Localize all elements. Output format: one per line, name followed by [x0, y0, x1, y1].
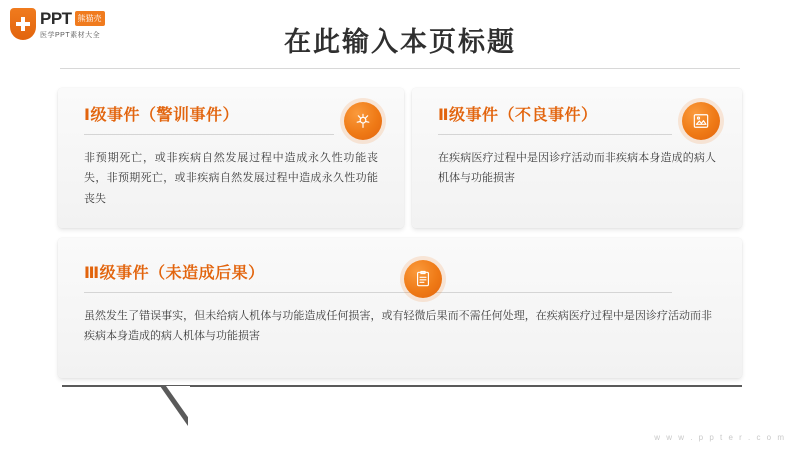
logo-subtitle: 医学PPT素材大全 [40, 31, 101, 39]
clipboard-icon [404, 260, 442, 298]
level-3-header [84, 260, 672, 293]
level-2-title: Ⅱ级事件（不良事件） [438, 107, 598, 124]
logo-brand: PPT [40, 8, 72, 28]
title-divider [60, 68, 740, 69]
page-title: 在此输入本页标题 [284, 27, 516, 57]
level-3-card[interactable] [58, 238, 742, 378]
level-2-card[interactable] [412, 88, 742, 228]
level-3-underline [84, 292, 672, 293]
nerve-cell-icon [344, 102, 382, 140]
watermark: w w w . p p t e r . c o m [654, 433, 786, 442]
picture-frame-icon [682, 102, 720, 140]
level-1-title: Ⅰ级事件（警训事件） [84, 107, 239, 124]
level-1-card[interactable] [58, 88, 404, 228]
level-2-header [438, 102, 672, 135]
level-2-underline [438, 134, 672, 135]
level-3-body: 虽然发生了错误事实，但未给病人机体与功能造成任何损害，或有轻微后果而不需任何处理，在疾病医疗过程中是因诊疗活动而非疾病本身造成的病人机体与功能损害 [84, 310, 712, 343]
logo-badge: 熊猫壳 [75, 11, 105, 26]
level-3-title: Ⅲ级事件（未造成后果） [84, 265, 265, 282]
bottom-pointer-inner [166, 386, 190, 420]
level-1-body: 非预期死亡，或非疾病自然发展过程中造成永久性功能丧失，非预期死亡，或非疾病自然发展过程中造成永久性功能丧失 [84, 152, 378, 205]
level-1-underline [84, 134, 334, 135]
level-1-header [84, 102, 334, 135]
level-2-body: 在疾病医疗过程中是因诊疗活动而非疾病本身造成的病人机体与功能损害 [438, 152, 716, 185]
